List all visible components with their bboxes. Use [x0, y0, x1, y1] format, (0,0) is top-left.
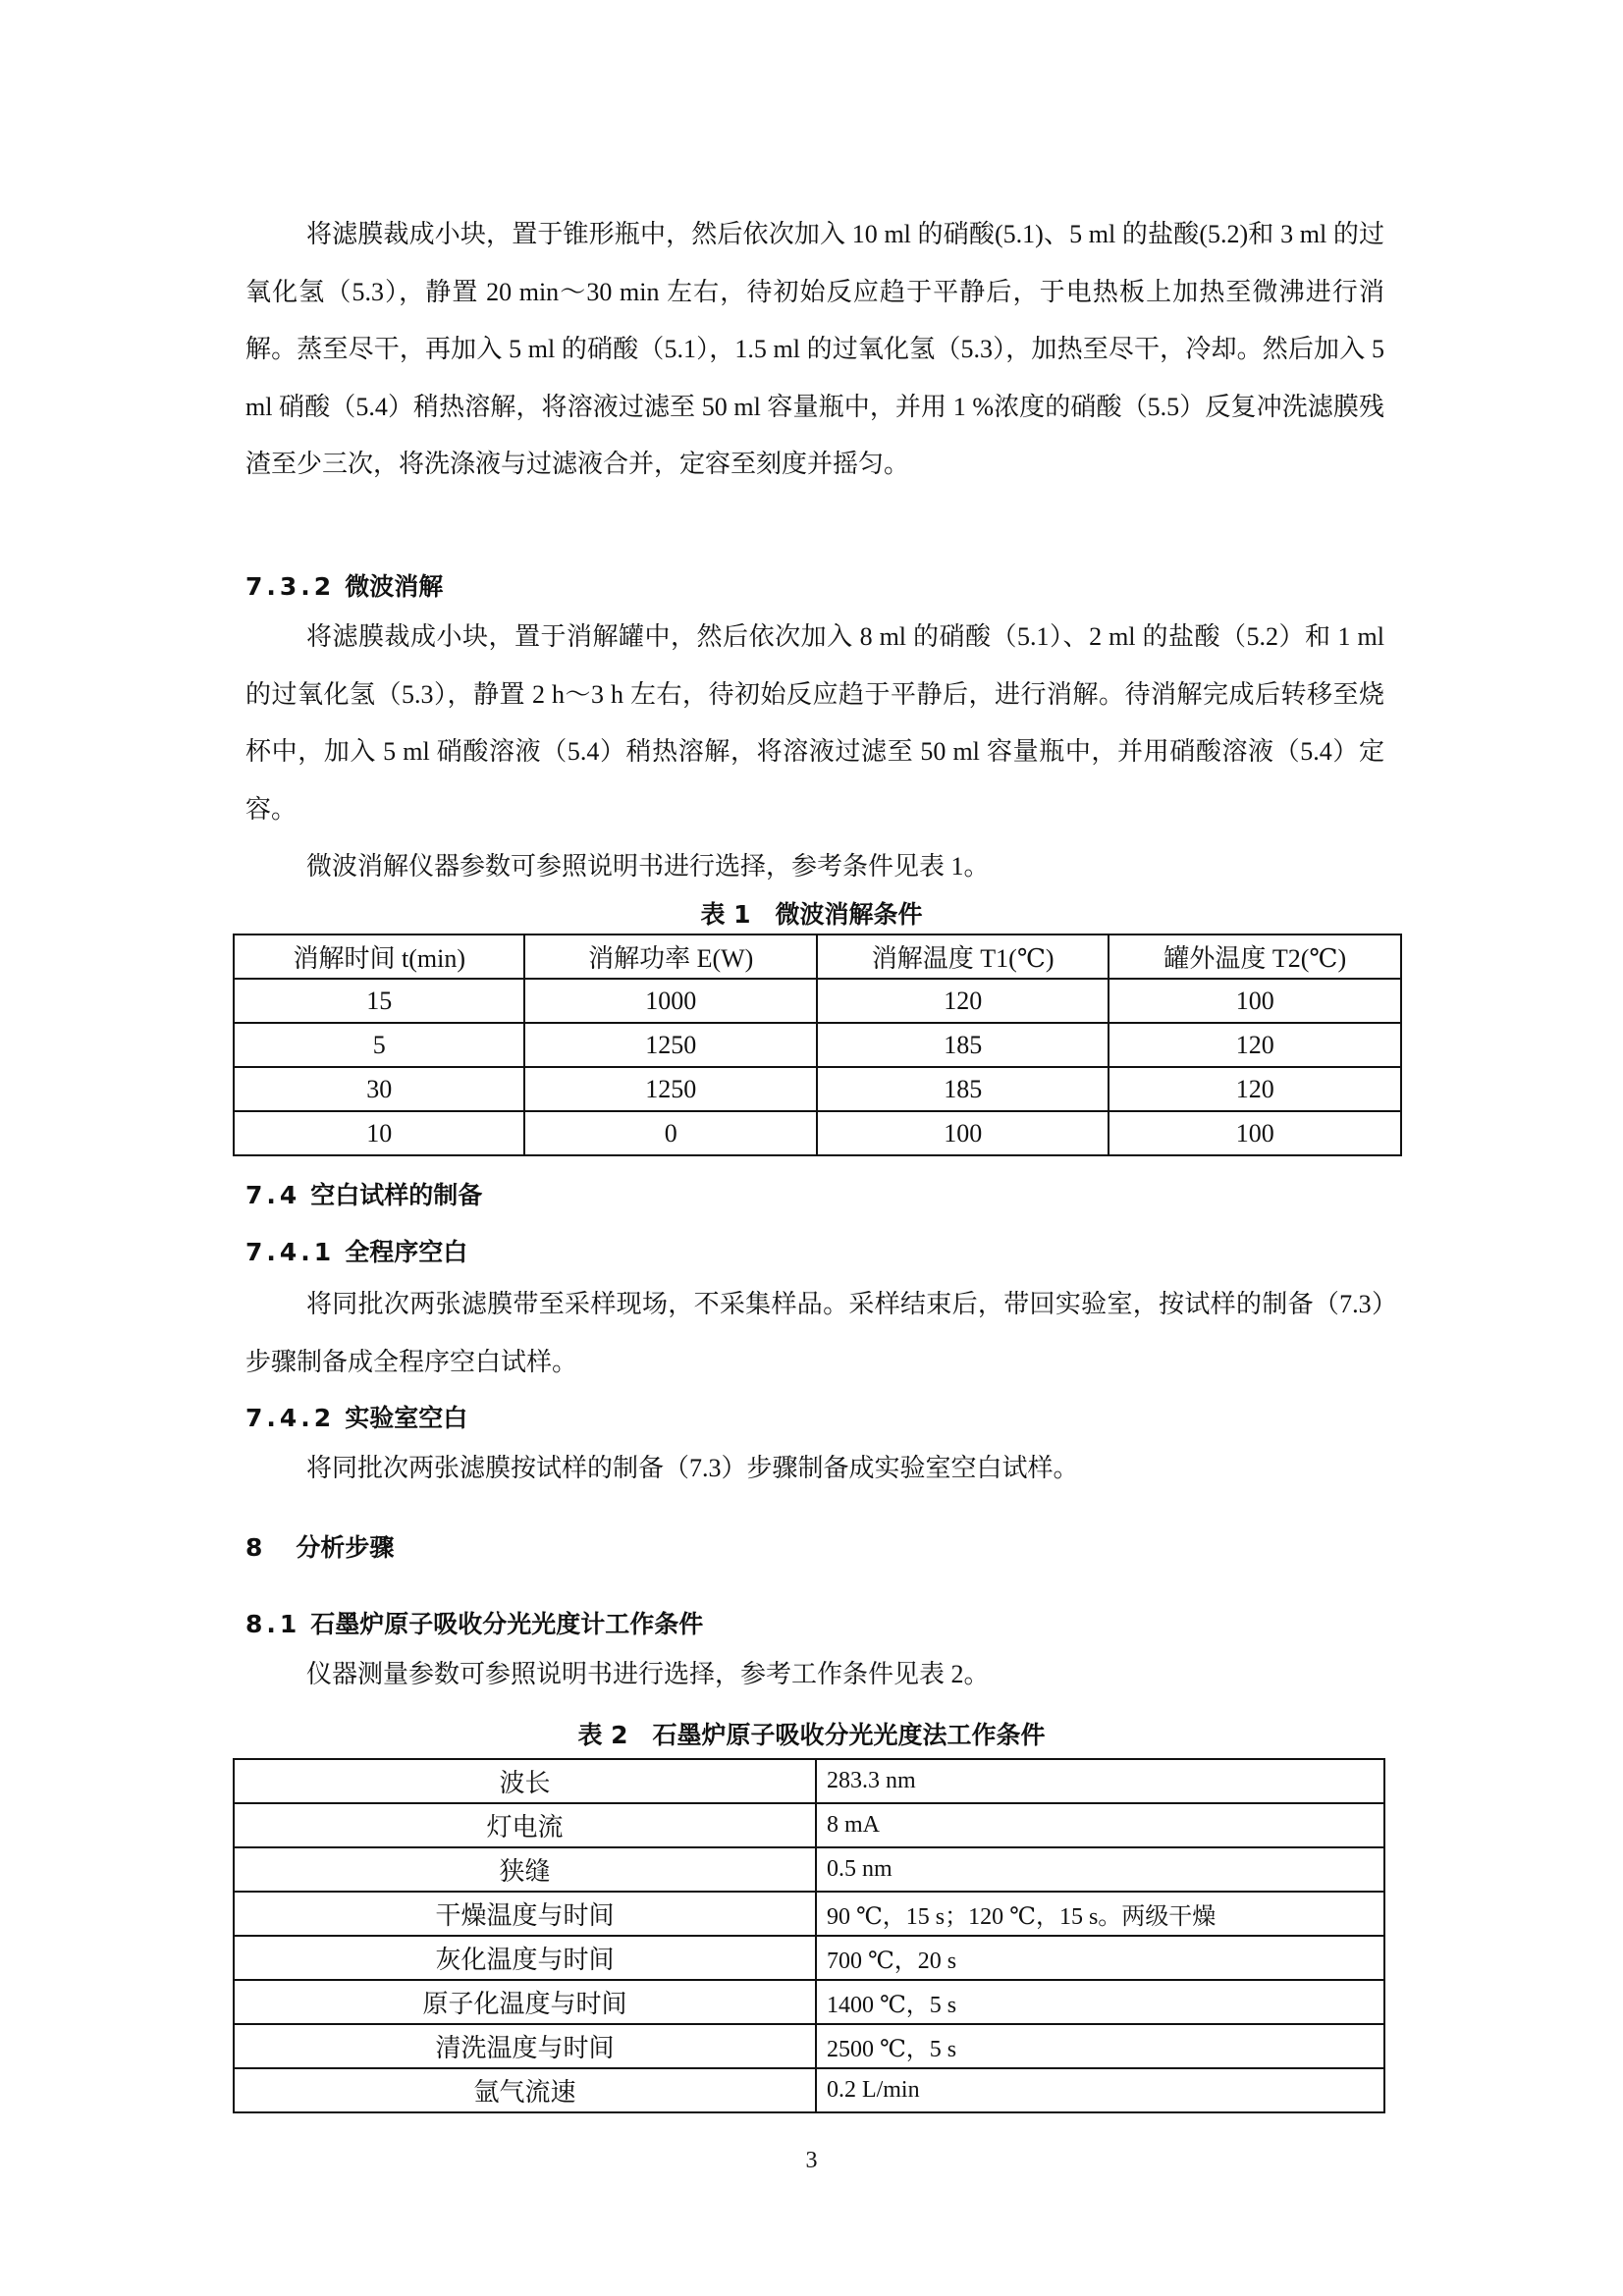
paragraph-microwave-digestion: 将滤膜裁成小块，置于消解罐中，然后依次加入 8 ml 的硝酸（5.1）、2 ml 的盐酸（5.2）和 1 ml 的过氧化氢（5.3），静置 2 h～3 h 左右，待初始反应趋于平静后，进行消解。待消解完成后转移至烧杯中，加入 5 ml 硝酸溶液（5.4）稍热溶解，将溶液过滤至 50 ml 容量瓶中，并用硝酸溶液（5.4）定容。 [245, 622, 1384, 824]
table-row [234, 1980, 1384, 2024]
table-cell: 5 [234, 1023, 524, 1067]
heading-text: 空白试样的制备 [310, 1181, 483, 1209]
table-row [234, 1892, 1384, 1936]
paragraph-instrument-params: 仪器测量参数可参照说明书进行选择，参考工作条件见表 2。 [306, 1660, 990, 1688]
heading-8-1 [245, 1605, 703, 1640]
table-value-cell: 2500 ℃，5 s [816, 2024, 1384, 2068]
table-row [234, 1067, 1401, 1111]
table-cell: 100 [817, 1111, 1109, 1155]
heading-number: 7.4 [245, 1181, 301, 1209]
heading-number: 7.4.2 [245, 1404, 336, 1432]
heading-7-4 [245, 1176, 482, 1211]
table-cell: 120 [1109, 1067, 1401, 1111]
table-header-row [234, 934, 1401, 979]
heading-text: 微波消解 [345, 572, 444, 601]
table-row [234, 2068, 1384, 2112]
table-row [234, 1847, 1384, 1892]
heading-number: 8 [245, 1533, 267, 1562]
table-cell: 185 [817, 1067, 1109, 1111]
table-param-cell: 清洗温度与时间 [234, 2024, 816, 2068]
table-cell: 185 [817, 1023, 1109, 1067]
table-cell: 1250 [524, 1023, 816, 1067]
heading-8 [245, 1528, 394, 1564]
table-cell: 10 [234, 1111, 524, 1155]
table-param-cell: 干燥温度与时间 [234, 1892, 816, 1936]
table-value-cell: 0.5 nm [816, 1847, 1384, 1892]
table-param-cell: 原子化温度与时间 [234, 1980, 816, 2024]
table-param-cell: 氩气流速 [234, 2068, 816, 2112]
table-value-cell: 8 mA [816, 1803, 1384, 1847]
table-cell: 1250 [524, 1067, 816, 1111]
table-value-cell: 1400 ℃，5 s [816, 1980, 1384, 2024]
table-row [234, 1803, 1384, 1847]
table-value-cell: 0.2 L/min [816, 2068, 1384, 2112]
table-header-cell: 罐外温度 T2(℃) [1109, 934, 1401, 979]
table-value-cell: 283.3 nm [816, 1759, 1384, 1803]
table-row [234, 1023, 1401, 1067]
table-cell: 15 [234, 979, 524, 1023]
table1-caption: 表 1 微波消解条件 [700, 900, 923, 929]
table-param-cell: 灯电流 [234, 1803, 816, 1847]
table-cell: 100 [1109, 1111, 1401, 1155]
heading-7-4-1 [245, 1233, 467, 1268]
paragraph-lab-blank: 将同批次两张滤膜按试样的制备（7.3）步骤制备成实验室空白试样。 [306, 1454, 1079, 1482]
table-row [234, 1111, 1401, 1155]
table-header-cell: 消解功率 E(W) [524, 934, 816, 979]
heading-7-3-2 [245, 567, 443, 603]
heading-text: 全程序空白 [345, 1238, 468, 1266]
table-param-cell: 灰化温度与时间 [234, 1936, 816, 1980]
table-param-cell: 狭缝 [234, 1847, 816, 1892]
table-cell: 30 [234, 1067, 524, 1111]
table-row [234, 2024, 1384, 2068]
table-cell: 0 [524, 1111, 816, 1155]
table-microwave-conditions [233, 934, 1402, 1156]
heading-text: 实验室空白 [345, 1404, 468, 1432]
heading-number: 8.1 [245, 1610, 301, 1638]
table-row [234, 1759, 1384, 1803]
heading-number: 7.4.1 [245, 1238, 336, 1266]
table-cell: 120 [817, 979, 1109, 1023]
paragraph-full-procedure-blank: 将同批次两张滤膜带至采样现场，不采集样品。采样结束后，带回实验室，按试样的制备（7.3）步骤制备成全程序空白试样。 [245, 1290, 1384, 1376]
table-cell: 1000 [524, 979, 816, 1023]
table-value-cell: 700 ℃，20 s [816, 1936, 1384, 1980]
table-graphite-furnace-conditions [233, 1758, 1385, 2113]
heading-text: 石墨炉原子吸收分光光度计工作条件 [310, 1610, 704, 1638]
table-row [234, 1936, 1384, 1980]
table-header-cell: 消解时间 t(min) [234, 934, 524, 979]
table-row [234, 979, 1401, 1023]
heading-text: 分析步骤 [296, 1533, 395, 1562]
table-header-cell: 消解温度 T1(℃) [817, 934, 1109, 979]
page-number: 3 [805, 2148, 818, 2173]
table-value-cell: 90 ℃，15 s；120 ℃，15 s。两级干燥 [816, 1892, 1384, 1936]
paragraph-filter-digestion: 将滤膜裁成小块，置于锥形瓶中，然后依次加入 10 ml 的硝酸(5.1)、5 ml 的盐酸(5.2)和 3 ml 的过氧化氢（5.3），静置 20 min～30 min 左右，待初始反应趋于平静后，于电热板上加热至微沸进行消解。蒸至尽干，再加入 5 ml 的硝酸（5.1），1.5 ml 的过氧化氢（5.3），加热至尽干，冷却。然后加入 5 ml 硝酸（5.4）稍热溶解，将溶液过滤至 50 ml 容量瓶中，并用 1 %浓度的硝酸（5.5）反复冲洗滤膜残渣至少三次，将洗涤液与过滤液合并，定容至刻度并摇匀。 [245, 220, 1384, 478]
table-cell: 120 [1109, 1023, 1401, 1067]
table2-caption: 表 2 石墨炉原子吸收分光光度法工作条件 [577, 1721, 1046, 1749]
table-cell: 100 [1109, 979, 1401, 1023]
heading-number: 7.3.2 [245, 572, 336, 601]
heading-7-4-2 [245, 1399, 467, 1434]
table-param-cell: 波长 [234, 1759, 816, 1803]
paragraph-microwave-params: 微波消解仪器参数可参照说明书进行选择，参考条件见表 1。 [306, 852, 990, 881]
